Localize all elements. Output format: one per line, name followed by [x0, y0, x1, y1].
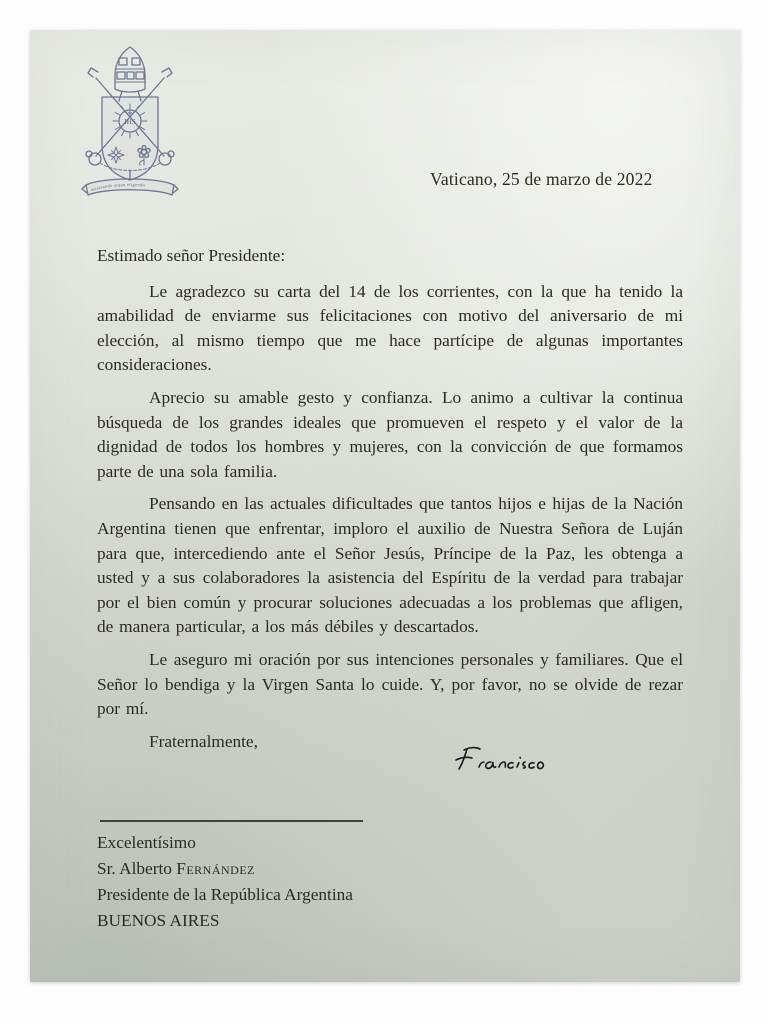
letter-page — [30, 30, 740, 982]
recipient-divider-line — [100, 820, 363, 822]
recipient-name: Sr. Alberto Fernández — [97, 859, 255, 878]
paragraph-4: Le aseguro mi oración por sus intenciones personales y familiares. Que el Señor lo bendiga y la Virgen Santa lo cuide. Y, por favor, no se olvide de rezar por mí. — [97, 649, 683, 719]
dateline: Vaticano, 25 de marzo de 2022 — [430, 169, 653, 189]
ihs-monogram: IHS — [124, 118, 136, 126]
recipient-city: BUENOS AIRES — [97, 911, 220, 930]
paragraph-3: Pensando en las actuales dificultades que tantos hijos e hijas de la Nación Argentina tienen que enfrentar, imploro el auxilio de Nuestra Señora de Luján para que, intercediendo ante el Señor Jesús, Príncipe de la Paz, les obtenga a usted y a sus colaboradores la asistencia del Espíritu de la verdad para trabajar por el bien común y procurar soluciones adecuadas a los problemas que afligen, de manera particular, a los más débiles y descartados. — [97, 494, 683, 637]
recipient-title: Presidente de la República Argentina — [97, 885, 353, 904]
signature-francisco — [450, 742, 546, 778]
paragraph-2: Aprecio su amable gesto y confianza. Lo animo a cultivar la continua búsqueda de los grandes ideales que promueven el respeto y el valor de la dignidad de todos los hombres y mujeres, con la convicción de que formamos parte de una sola familia. — [97, 387, 683, 481]
papal-coat-of-arms-icon — [60, 42, 200, 202]
recipient-surname: Fernández — [176, 859, 255, 878]
closing: Fraternalmente, — [149, 731, 258, 751]
salutation: Estimado señor Presidente: — [97, 246, 286, 265]
recipient-honorific: Excelentísimo — [97, 833, 196, 852]
recipient-block — [97, 830, 353, 934]
motto-banner-text: miserando atque eligendo — [90, 181, 146, 193]
letter-body — [97, 244, 683, 754]
paragraph-1: Le agradezco su carta del 14 de los corrientes, con la que ha tenido la amabilidad de enviarme sus felicitaciones con motivo del aniversario de mi elección, al mismo tiempo que me hace partícipe de algunas importantes consideraciones. — [97, 281, 683, 375]
